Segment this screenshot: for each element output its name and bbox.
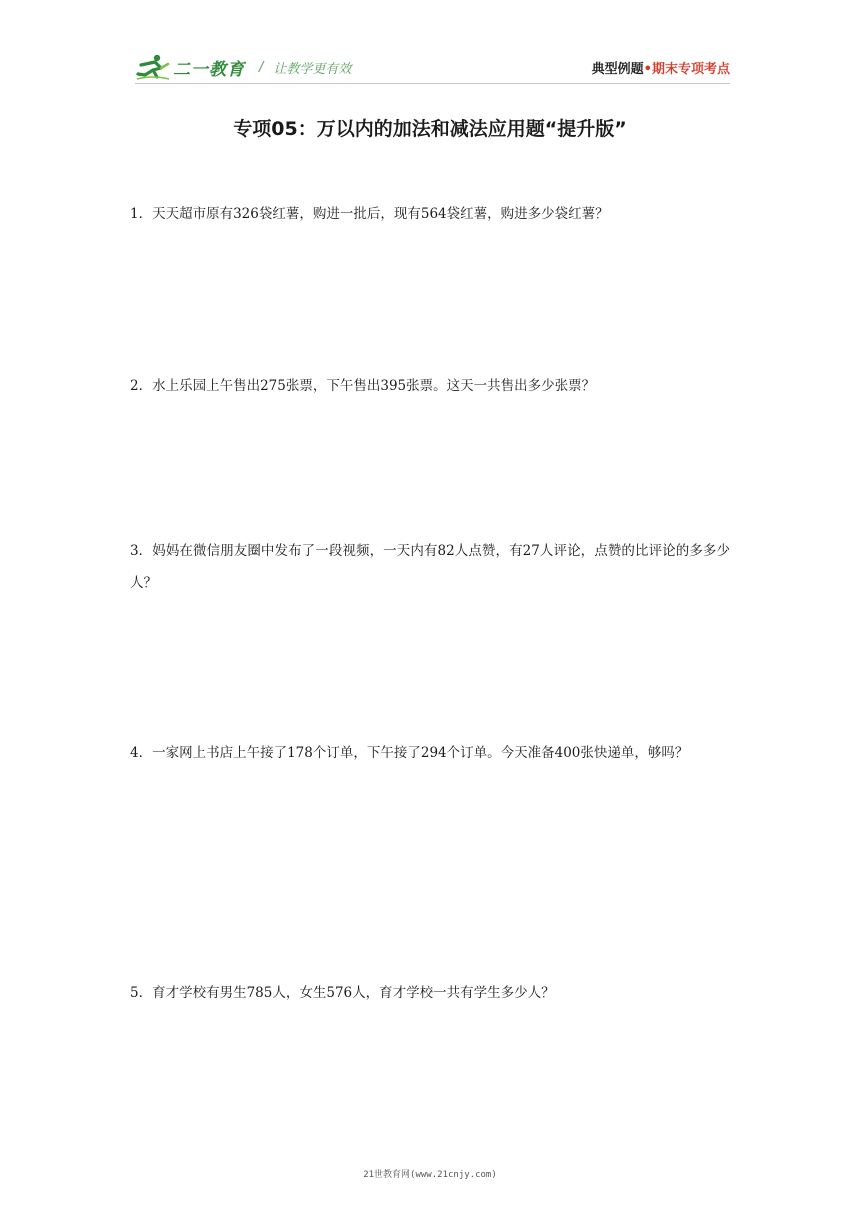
running-figure-icon [135, 53, 171, 81]
logo [135, 52, 351, 82]
tagline-part-2: 期末专项考点 [651, 62, 730, 77]
tagline-dot: • [643, 62, 652, 77]
question-2: 2．水上乐园上午售出275张票，下午售出395张票。这天一共售出多少张票？ [130, 378, 596, 394]
question-3: 3．妈妈在微信朋友圈中发布了一段视频，一天内有82人点赞，有27人评论，点赞的比评论的多多少人？ [130, 543, 730, 591]
page-header [135, 52, 730, 82]
header-tagline [592, 58, 730, 77]
footer-source: 21世教育网(www.21cnjy.com) [363, 1170, 497, 1180]
slogan: 让教学更有效 [273, 61, 352, 77]
question-5: 5．育才学校有男生785人，女生576人，育才学校一共有学生多少人？ [130, 985, 555, 1001]
question-1: 1．天天超市原有326袋红薯，购进一批后，现有564袋红薯，购进多少袋红薯？ [130, 206, 609, 222]
header-divider [135, 83, 730, 84]
question-4: 4．一家网上书店上午接了178个订单，下午接了294个订单。今天准备400张快递单，够吗？ [130, 745, 689, 761]
page-title: 专项05：万以内的加法和减法应用题“提升版” [233, 118, 627, 140]
tagline-part-1: 典型例题 [591, 62, 644, 77]
slogan-separator: / [259, 59, 264, 75]
brand-name: 二一教育 [173, 59, 245, 80]
